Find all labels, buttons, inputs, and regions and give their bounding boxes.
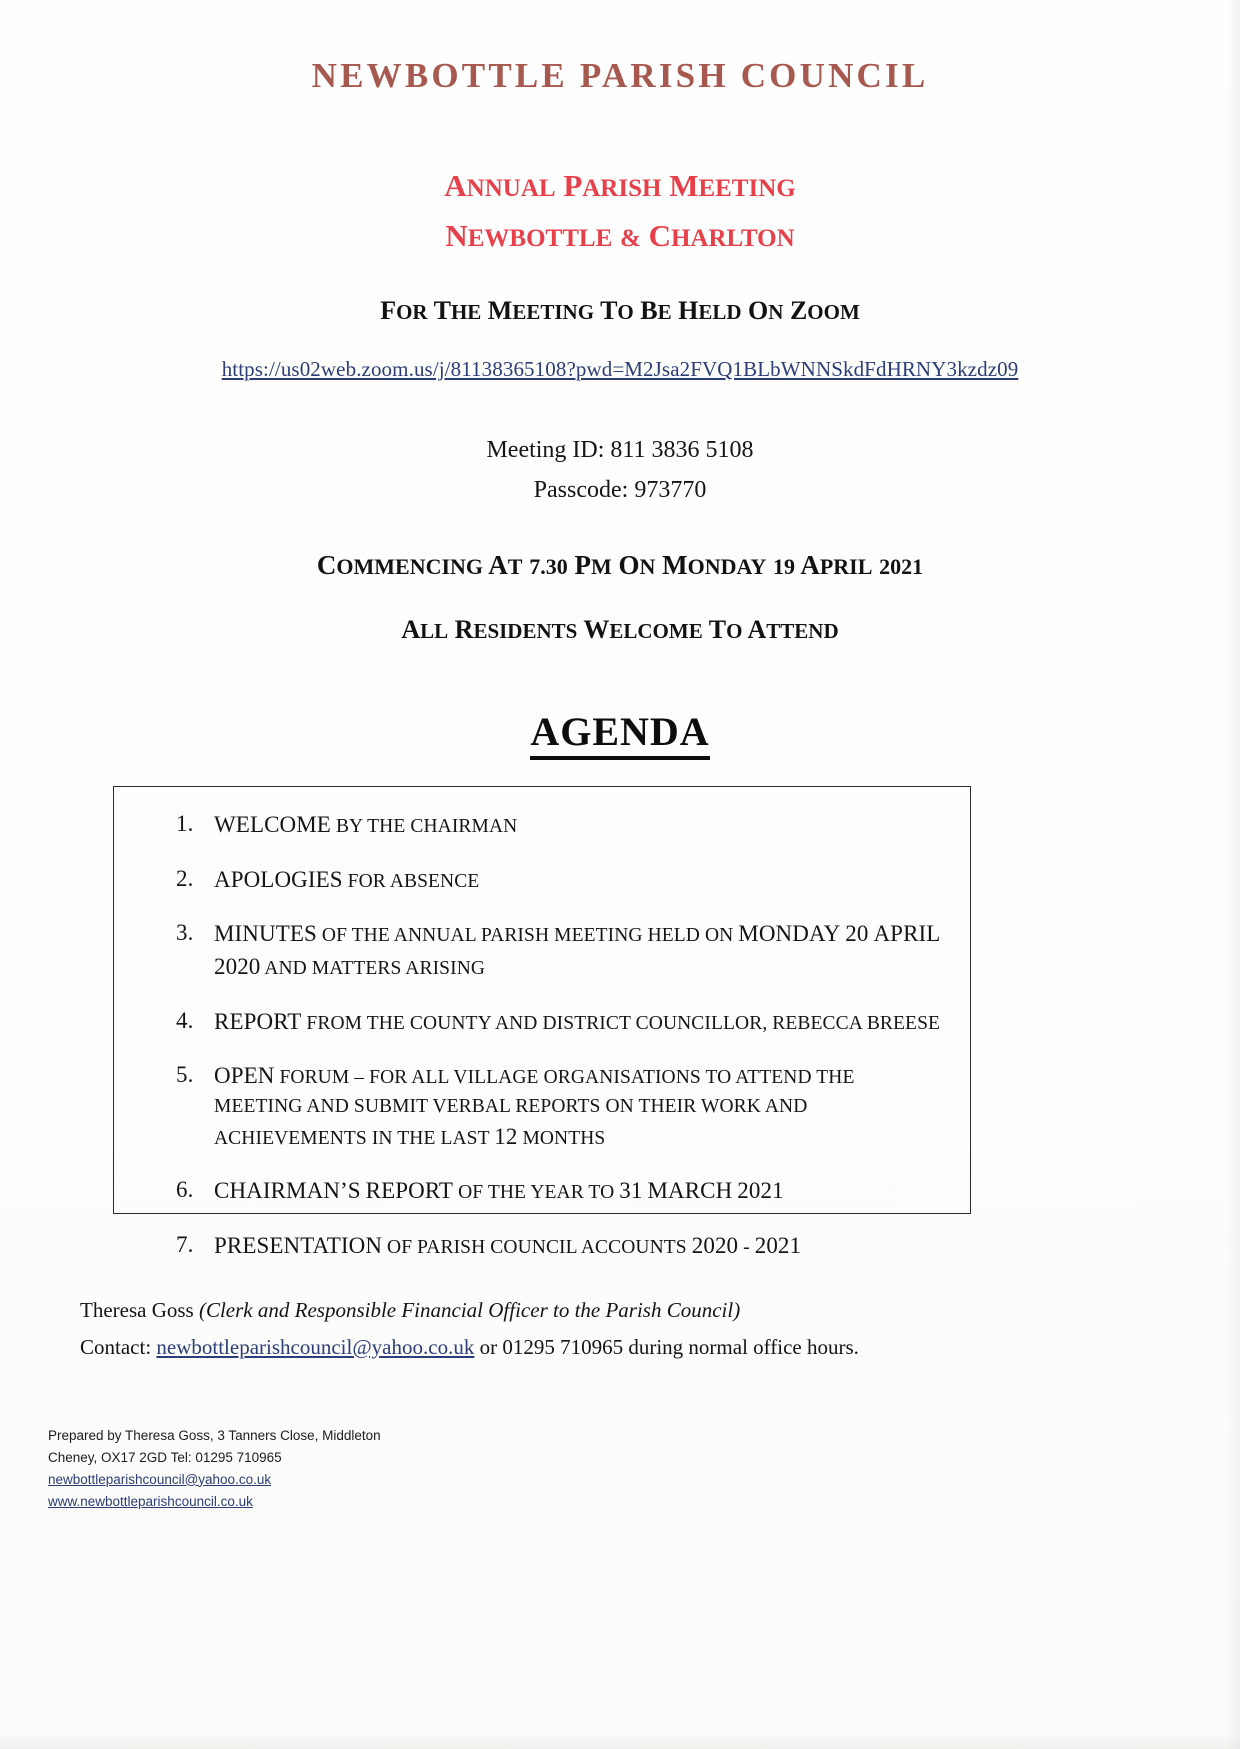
zoom-heading <box>0 296 1240 326</box>
agenda-item: MINUTES OF THE ANNUAL PARISH MEETING HELD ON MONDAY 20 APRIL 2020 AND MATTERS ARISING <box>214 921 941 979</box>
zoom-heading-text: FOR THE MEETING TO BE HELD ON ZOOM <box>380 296 860 325</box>
meeting-subtitle-1 <box>0 168 1240 204</box>
page-title: NEWBOTTLE PARISH COUNCIL <box>311 56 929 95</box>
footer-email-link[interactable]: newbottleparishcouncil@yahoo.co.uk <box>48 1471 272 1487</box>
meeting-subtitle-2 <box>0 218 1240 254</box>
agenda-heading-text: AGENDA <box>530 709 709 760</box>
meeting-id: Meeting ID: 811 3836 5108 <box>486 437 754 463</box>
agenda-list <box>114 787 970 1263</box>
contact-email-link[interactable]: newbottleparishcouncil@yahoo.co.uk <box>156 1334 475 1359</box>
zoom-meeting-link-text: https://us02web.zoom.us/j/81138365108?pwd=M2Jsa2FVQ1BLbWNNSkdFdHRNY3kzdz09 <box>221 357 1019 381</box>
zoom-meeting-link[interactable] <box>0 357 1240 382</box>
footer-website-link[interactable]: www.newbottleparishcouncil.co.uk <box>48 1493 253 1509</box>
footer-address-line-2: Cheney, OX17 2GD Tel: 01295 710965 <box>48 1449 282 1465</box>
agenda-item: REPORT FROM THE COUNTY AND DISTRICT COUNCILLOR, REBECCA BREESE <box>214 1008 941 1034</box>
welcome-text: ALL RESIDENTS WELCOME TO ATTEND <box>401 615 839 644</box>
clerk-line <box>80 1292 1080 1329</box>
meeting-subtitle-2-text: NEWBOTTLE & CHARLTON <box>445 218 795 253</box>
meeting-passcode: Passcode: 973770 <box>533 477 707 503</box>
footer-block <box>48 1425 568 1512</box>
agenda-item: CHAIRMAN’S REPORT OF THE YEAR TO 31 MARCH 2021 <box>214 1178 784 1204</box>
clerk-name: Theresa Goss <box>80 1298 199 1322</box>
agenda-item: APOLOGIES FOR ABSENCE <box>214 866 480 892</box>
clerk-role: (Clerk and Responsible Financial Officer to the Parish Council) <box>198 1298 741 1322</box>
meeting-subtitle-1-text: ANNUAL PARISH MEETING <box>444 168 796 203</box>
agenda-box <box>113 786 971 1258</box>
welcome-line <box>0 615 1240 645</box>
signature-block <box>80 1292 1080 1366</box>
agenda-item: PRESENTATION OF PARISH COUNCIL ACCOUNTS 2020 - 2021 <box>214 1232 802 1258</box>
contact-line <box>80 1329 1080 1366</box>
contact-label: Contact: <box>80 1334 157 1359</box>
agenda-heading <box>0 708 1240 755</box>
commencing-line <box>0 550 1240 581</box>
scan-edge-right <box>1226 0 1240 1749</box>
scan-edge-bottom <box>0 1733 1240 1749</box>
contact-tail: or 01295 710965 during normal office hours. <box>474 1334 859 1359</box>
agenda-item: WELCOME BY THE CHAIRMAN <box>214 812 518 837</box>
commencing-text: COMMENCING AT 7.30 PM ON MONDAY 19 APRIL 2021 <box>316 550 924 580</box>
agenda-item: OPEN FORUM – FOR ALL VILLAGE ORGANISATIONS TO ATTEND THE MEETING AND SUBMIT VERBAL REPORTS ON THEIR WORK AND ACHIEVEMENTS IN THE LAST 12 MONTHS <box>214 1063 855 1149</box>
footer-address-line-1: Prepared by Theresa Goss, 3 Tanners Close, Middleton <box>48 1428 381 1443</box>
